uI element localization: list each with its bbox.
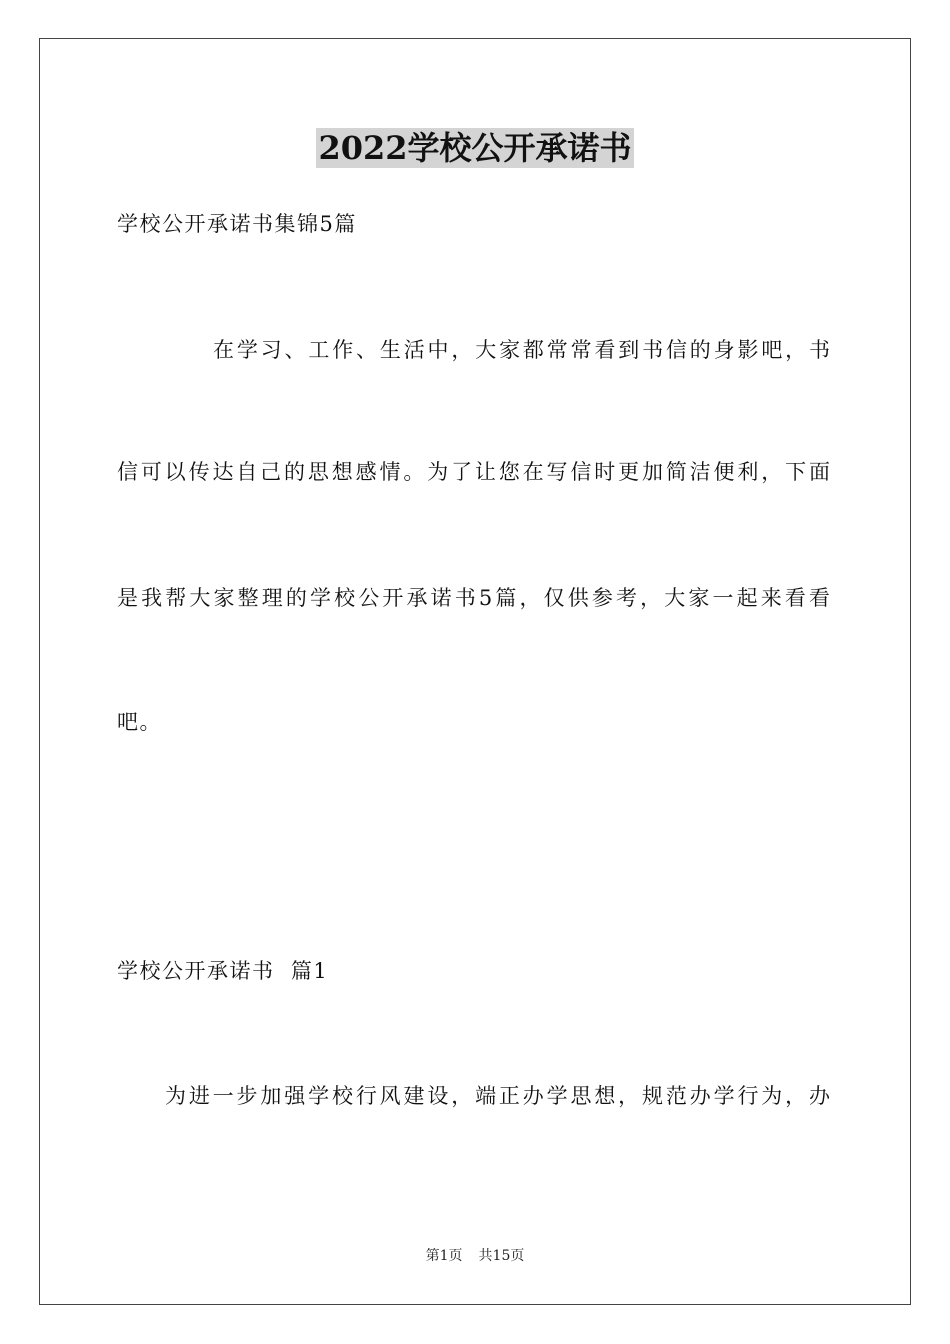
page-number: 第1页 bbox=[425, 1248, 463, 1264]
intro-line-2: 信可以传达自己的思想感情。为了让您在写信时更加简洁便利，下面 bbox=[117, 460, 830, 484]
document-title: 2022学校公开承诺书 bbox=[318, 129, 632, 167]
page-total: 共15页 bbox=[478, 1248, 525, 1264]
intro-line-3: 是我帮大家整理的学校公开承诺书5篇，仅供参考，大家一起来看看 bbox=[117, 586, 830, 610]
intro-line-4: 吧。 bbox=[117, 710, 162, 734]
section-first-line: 为进一步加强学校行风建设，端正办学思想，规范办学行为，办 bbox=[165, 1084, 830, 1108]
document-subtitle: 学校公开承诺书集锦5篇 bbox=[117, 212, 357, 236]
section-heading: 学校公开承诺书 篇1 bbox=[117, 959, 329, 983]
document-title-wrap bbox=[0, 128, 950, 174]
page-footer bbox=[0, 1247, 950, 1265]
intro-line-1: 在学习、工作、生活中，大家都常常看到书信的身影吧，书 bbox=[213, 338, 830, 362]
